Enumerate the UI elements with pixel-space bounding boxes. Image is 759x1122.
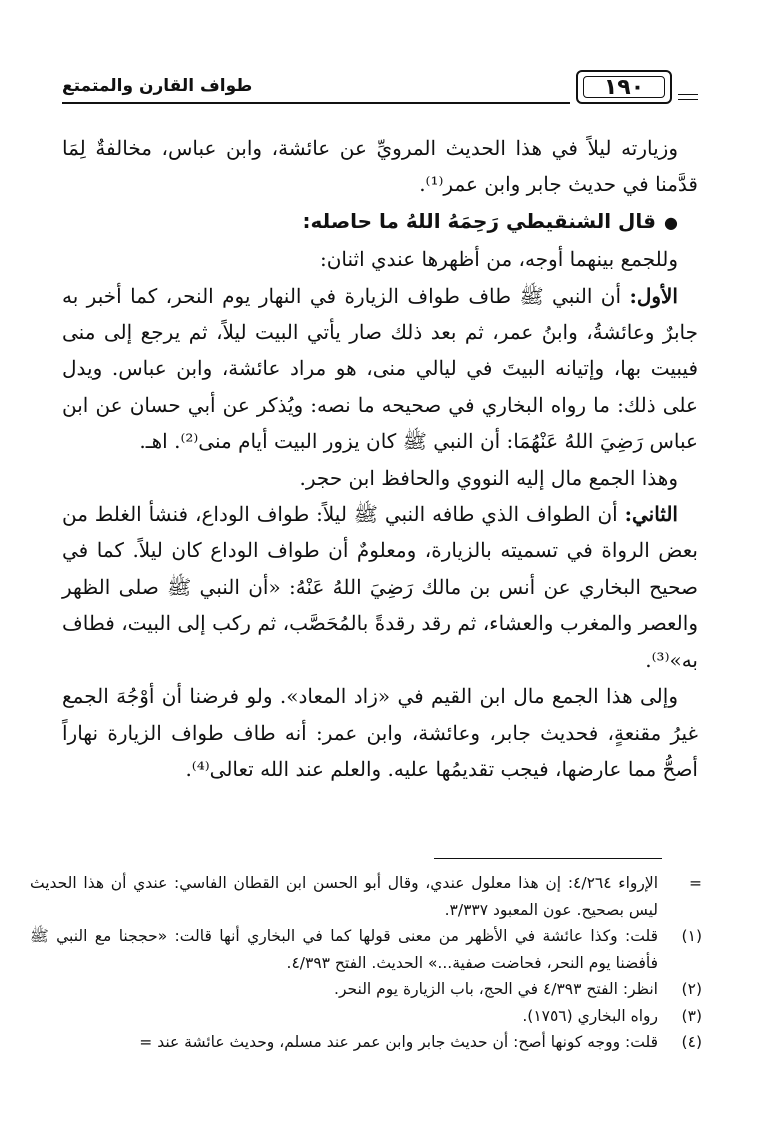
footnote-mark: (١)	[681, 927, 702, 945]
footnote-text: رواه البخاري (١٧٥٦).	[522, 1006, 658, 1025]
paragraph-7: وإلى هذا الجمع مال ابن القيم في «زاد المعاد». ولو فرضنا أن أوْجُهَ الجمع غيرُ مقنعةٍ، فحديث جابر، وعائشة، وابن عمر: أنه طاف طواف الزيارة نهاراً أصحُّ مما عارضها، فيجب تقديمُها عليه. والعلم عند الله تعالى⁽⁴⁾.	[62, 684, 698, 781]
first-view-text: أن النبي ﷺ طاف طواف الزيارة في النهار يوم النحر، كما أخبر به جابرٌ وعائشةُ، وابنُ عمر، ثم بعد ذلك صار يأتي البيت ليلاً، ثم يرجع إلى منى فيبيت بها، وإتيانه البيتَ في ليالي منى، هو مراد عائشة، وابن عباس. ويدل على ذلك: ما رواه البخاري في صحيحه ما نصه: ويُذكر عن أبي حسان عن ابن عباس رَضِيَ اللهُ عَنْهُمَا: أن النبي ﷺ كان يزور البيت أيام منى⁽²⁾. اهـ.	[62, 283, 698, 454]
footnote-text: قلت: وكذا عائشة في الأظهر من معنى قولها كما في البخاري أنها قالت: «حججنا مع النبي ﷺ فأفضنا يوم النحر، فحاضت صفية...» الحديث. الفتح ٤/٣٩٣.	[30, 927, 658, 972]
header-rule	[62, 102, 570, 104]
main-text	[62, 130, 698, 787]
footnotes	[30, 870, 702, 1056]
paragraph-second-view	[62, 496, 698, 678]
heading-text: قال الشنقيطي رَحِمَهُ اللهُ ما حاصله:	[302, 208, 657, 233]
paragraph-1: وزيارته ليلاً في هذا الحديث المرويِّ عن عائشة، وابن عباس، مخالفةٌ لِمَا قدَّمنا في حديث جابر وابن عمر⁽¹⁾.	[62, 136, 698, 197]
paragraph-3: وللجمع بينهما أوجه، من أظهرها عندي اثنان:	[319, 247, 678, 272]
footnote-mark: (٤)	[681, 1033, 702, 1051]
footnote-text: الإرواء ٤/٢٦٤: إن هذا معلول عندي، وقال أبو الحسن ابن القطان الفاسي: عندي أن هذا الحديث ليس بصحيح. عون المعبود ٣/٣٣٧.	[30, 874, 658, 919]
paragraph-first-view	[62, 278, 698, 460]
footnote-rule	[434, 858, 662, 859]
footnote	[30, 1029, 702, 1056]
footnote-mark: =	[689, 874, 702, 892]
footnote-mark: (٣)	[681, 1006, 702, 1025]
header-rule-right-top	[678, 94, 698, 95]
footnote	[30, 976, 702, 1003]
footnote	[30, 870, 702, 923]
footnote-text: انظر: الفتح ٤/٣٩٣ في الحج، باب الزيارة يوم النحر.	[334, 980, 658, 998]
lead-first: الأول:	[629, 283, 678, 308]
footnote-text: قلت: ووجه كونها أصح: أن حديث جابر وابن عمر عند مسلم، وحديث عائشة عند =	[139, 1033, 658, 1051]
bullet-icon: ●	[664, 212, 678, 232]
second-view-text: أن الطواف الذي طافه النبي ﷺ ليلاً: طواف الوداع، فنشأ الغلط من بعض الرواة في تسميته بالزيارة، ومعلومٌ أن طواف الوداع كان ليلاً. كما في صحيح البخاري عن أنس بن مالك رَضِيَ اللهُ عَنْهُ: «أن النبي ﷺ صلى الظهر والعصر والمغرب والعشاء، ثم رقد رقدةً بالمُحَصَّب، ثم ركب إلى البيت، فطاف به»⁽³⁾.	[62, 502, 698, 672]
footnote	[30, 923, 702, 976]
page-number: ١٩٠	[583, 76, 665, 98]
running-title: طواف القارن والمتمتع	[62, 76, 253, 96]
footnote	[30, 1003, 702, 1030]
quote-heading	[62, 203, 698, 241]
page-header	[62, 70, 698, 114]
footnote-mark: (٢)	[681, 980, 702, 998]
page-number-frame	[576, 70, 672, 104]
paragraph-5: وهذا الجمع مال إليه النووي والحافظ ابن حجر.	[299, 465, 678, 490]
lead-second: الثاني:	[624, 502, 678, 527]
header-rule-right-bottom	[678, 99, 698, 100]
